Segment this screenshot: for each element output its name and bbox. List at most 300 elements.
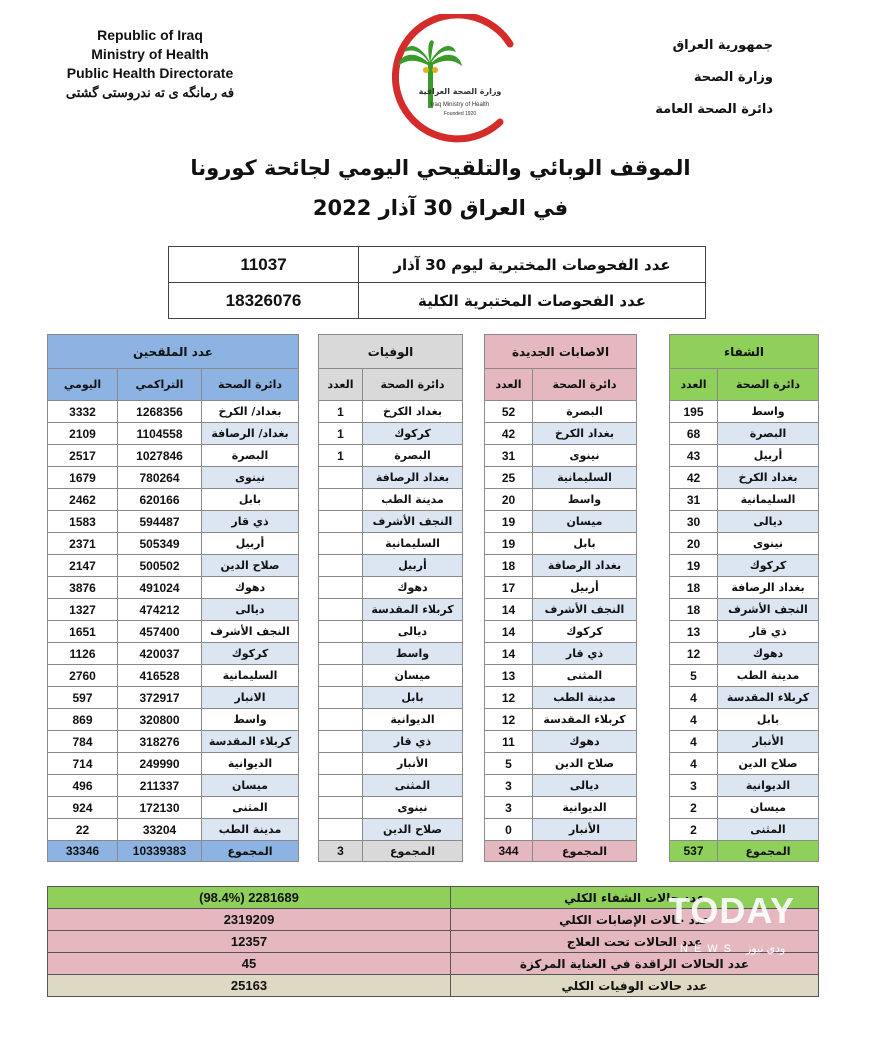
- vaccinated-body: [48, 401, 299, 862]
- dept-cell: النجف الأشرف: [533, 599, 637, 621]
- table-row: [319, 775, 463, 797]
- dept-cell: بغداد/ الرصافة: [202, 423, 299, 445]
- cumulative-cell: 457400: [118, 621, 202, 643]
- count-cell: 43: [670, 445, 718, 467]
- count-cell: 11: [485, 731, 533, 753]
- count-cell: 68: [670, 423, 718, 445]
- dept-cell: أربيل: [718, 445, 819, 467]
- count-cell: 42: [485, 423, 533, 445]
- count-cell: 4: [670, 753, 718, 775]
- dept-cell: كربلاء المقدسة: [533, 709, 637, 731]
- total-cumulative: 10339383: [118, 841, 202, 862]
- dept-cell: واسط: [202, 709, 299, 731]
- lab-tests-table: [168, 246, 706, 319]
- dept-cell: الديوانية: [363, 709, 463, 731]
- table-row: [670, 401, 819, 423]
- daily-cell: 869: [48, 709, 118, 731]
- cumulative-cell: 594487: [118, 511, 202, 533]
- count-cell: 195: [670, 401, 718, 423]
- count-cell: 31: [485, 445, 533, 467]
- table-row: [319, 665, 463, 687]
- daily-cell: 3876: [48, 577, 118, 599]
- dept-cell: بغداد/ الكرخ: [202, 401, 299, 423]
- table-row: [485, 621, 637, 643]
- table-row: [670, 555, 819, 577]
- table-row: [319, 731, 463, 753]
- count-cell: 14: [485, 621, 533, 643]
- table-row: [485, 709, 637, 731]
- cumulative-cell: 500502: [118, 555, 202, 577]
- header-en-line-3: Public Health Directorate: [66, 65, 234, 81]
- dept-cell: المثنى: [202, 797, 299, 819]
- header-en-line-2: Ministry of Health: [91, 46, 209, 62]
- dept-cell: ميسان: [363, 665, 463, 687]
- dept-cell: السليمانية: [363, 533, 463, 555]
- table-row: [48, 445, 299, 467]
- table-row: [48, 753, 299, 775]
- count-cell: 19: [670, 555, 718, 577]
- count-cell: [319, 577, 363, 599]
- dept-cell: كركوك: [363, 423, 463, 445]
- logo-text-en: Iraq Ministry of Health: [430, 102, 490, 108]
- daily-cell: 1651: [48, 621, 118, 643]
- count-cell: 5: [670, 665, 718, 687]
- dept-cell: مدينة الطب: [202, 819, 299, 841]
- dept-cell: أربيل: [363, 555, 463, 577]
- count-cell: 3: [485, 797, 533, 819]
- count-cell: 14: [485, 599, 533, 621]
- new-cases-table: [484, 334, 637, 862]
- count-cell: 0: [485, 819, 533, 841]
- summary-value: 45: [48, 953, 451, 975]
- table-row: [670, 797, 819, 819]
- count-cell: 12: [485, 709, 533, 731]
- table-row: [319, 555, 463, 577]
- table-row: [670, 599, 819, 621]
- count-cell: [319, 731, 363, 753]
- count-cell: 4: [670, 709, 718, 731]
- deaths-col-dept: دائرة الصحة: [363, 369, 463, 401]
- summary-label: عدد حالات الشفاء الكلي: [451, 887, 819, 909]
- dept-cell: بغداد الكرخ: [363, 401, 463, 423]
- logo-text-ar: وزارة الصحة العراقية: [418, 87, 502, 96]
- count-cell: [319, 797, 363, 819]
- cumulative-cell: 1027846: [118, 445, 202, 467]
- total-value: 344: [485, 841, 533, 862]
- dept-cell: البصرة: [363, 445, 463, 467]
- count-cell: [319, 489, 363, 511]
- dept-cell: ذي قار: [718, 621, 819, 643]
- count-cell: 4: [670, 731, 718, 753]
- table-row: [670, 819, 819, 841]
- count-cell: 20: [670, 533, 718, 555]
- total-value: 3: [319, 841, 363, 862]
- dept-cell: واسط: [533, 489, 637, 511]
- dept-cell: المثنى: [718, 819, 819, 841]
- total-label: المجموع: [202, 841, 299, 862]
- dept-cell: مدينة الطب: [533, 687, 637, 709]
- cumulative-cell: 318276: [118, 731, 202, 753]
- table-row: [485, 775, 637, 797]
- header-ar-line-2: وزارة الصحة: [693, 70, 773, 85]
- dept-cell: النجف الأشرف: [363, 511, 463, 533]
- count-cell: 30: [670, 511, 718, 533]
- table-row: [319, 687, 463, 709]
- dept-cell: ذي قار: [533, 643, 637, 665]
- cumulative-cell: 1268356: [118, 401, 202, 423]
- count-cell: [319, 533, 363, 555]
- dept-cell: النجف الأشرف: [718, 599, 819, 621]
- cumulative-cell: 420037: [118, 643, 202, 665]
- table-row: [48, 819, 299, 841]
- dept-cell: كربلاء المقدسة: [202, 731, 299, 753]
- table-row: [485, 643, 637, 665]
- count-cell: 3: [485, 775, 533, 797]
- summary-label: عدد حالات الوفيات الكلي: [451, 975, 819, 997]
- dept-cell: صلاح الدين: [533, 753, 637, 775]
- dept-cell: البصرة: [718, 423, 819, 445]
- count-cell: 1: [319, 401, 363, 423]
- table-row: [48, 687, 299, 709]
- dept-cell: كركوك: [718, 555, 819, 577]
- summary-label: عدد الحالات تحت العلاج: [451, 931, 819, 953]
- table-row: [670, 665, 819, 687]
- table-row: [485, 401, 637, 423]
- table-row: [670, 489, 819, 511]
- cumulative-cell: 780264: [118, 467, 202, 489]
- count-cell: 1: [319, 423, 363, 445]
- table-row: [319, 797, 463, 819]
- vaccinated-col-cum: التراكمي: [118, 369, 202, 401]
- dept-cell: نينوى: [363, 797, 463, 819]
- count-cell: 14: [485, 643, 533, 665]
- daily-cell: 2109: [48, 423, 118, 445]
- daily-cell: 496: [48, 775, 118, 797]
- deaths-table: [318, 334, 463, 862]
- dept-cell: بغداد الرصافة: [533, 555, 637, 577]
- dept-cell: بابل: [202, 489, 299, 511]
- recovered-section: [669, 334, 819, 862]
- count-cell: 2: [670, 797, 718, 819]
- table-row: [670, 445, 819, 467]
- dept-cell: دهوك: [202, 577, 299, 599]
- vaccinated-section: [47, 334, 299, 862]
- count-cell: [319, 709, 363, 731]
- dept-cell: السليمانية: [718, 489, 819, 511]
- total-tests-label: عدد الفحوصات المختبرية الكلية: [359, 283, 706, 319]
- cumulative-cell: 505349: [118, 533, 202, 555]
- palm-tree-icon: [398, 40, 462, 108]
- dept-cell: الديوانية: [533, 797, 637, 819]
- table-row: [485, 665, 637, 687]
- count-cell: 19: [485, 533, 533, 555]
- dept-cell: البصرة: [202, 445, 299, 467]
- daily-tests-row: [169, 247, 706, 283]
- table-row: [485, 731, 637, 753]
- cumulative-cell: 620166: [118, 489, 202, 511]
- daily-cell: 2760: [48, 665, 118, 687]
- table-row: [48, 511, 299, 533]
- cumulative-cell: 474212: [118, 599, 202, 621]
- table-row: [485, 467, 637, 489]
- dept-cell: ديالى: [363, 621, 463, 643]
- vaccinated-col-daily: اليومي: [48, 369, 118, 401]
- table-row: [319, 577, 463, 599]
- count-cell: 13: [485, 665, 533, 687]
- vaccinated-table: [47, 334, 299, 862]
- dept-cell: الديوانية: [718, 775, 819, 797]
- recovered-col-dept: دائرة الصحة: [718, 369, 819, 401]
- vaccinated-title: عدد الملقحين: [48, 335, 299, 369]
- table-row: [48, 665, 299, 687]
- dept-cell: ديالى: [533, 775, 637, 797]
- dept-cell: دهوك: [363, 577, 463, 599]
- cumulative-cell: 320800: [118, 709, 202, 731]
- recovered-table: [669, 334, 819, 862]
- table-row: [319, 533, 463, 555]
- table-row: [485, 511, 637, 533]
- count-cell: [319, 467, 363, 489]
- dept-cell: كركوك: [533, 621, 637, 643]
- dept-cell: الأنبار: [533, 819, 637, 841]
- new-cases-col-count: العدد: [485, 369, 533, 401]
- dept-cell: ديالى: [718, 511, 819, 533]
- cumulative-cell: 1104558: [118, 423, 202, 445]
- total-row: [485, 841, 637, 862]
- total-row: [48, 841, 299, 862]
- table-row: [48, 555, 299, 577]
- table-row: [670, 687, 819, 709]
- dept-cell: أربيل: [202, 533, 299, 555]
- dept-cell: ميسان: [202, 775, 299, 797]
- daily-cell: 2462: [48, 489, 118, 511]
- dept-cell: المثنى: [533, 665, 637, 687]
- table-row: [319, 467, 463, 489]
- summary-label: عدد الحالات الراقدة في العناية المركزة: [451, 953, 819, 975]
- table-row: [319, 753, 463, 775]
- cumulative-cell: 172130: [118, 797, 202, 819]
- watermark-sub: NEWS ودي نيوز: [680, 943, 786, 955]
- new-cases-col-dept: دائرة الصحة: [533, 369, 637, 401]
- total-value: 537: [670, 841, 718, 862]
- total-row: [670, 841, 819, 862]
- dept-cell: السليمانية: [202, 665, 299, 687]
- header-english: [50, 26, 250, 102]
- dept-cell: كربلاء المقدسة: [718, 687, 819, 709]
- table-row: [670, 753, 819, 775]
- cumulative-cell: 491024: [118, 577, 202, 599]
- new-cases-body: [485, 401, 637, 862]
- dept-cell: نينوى: [533, 445, 637, 467]
- dept-cell: نينوى: [718, 533, 819, 555]
- daily-cell: 924: [48, 797, 118, 819]
- daily-cell: 1679: [48, 467, 118, 489]
- count-cell: 42: [670, 467, 718, 489]
- table-row: [48, 489, 299, 511]
- count-cell: 12: [485, 687, 533, 709]
- count-cell: 31: [670, 489, 718, 511]
- table-row: [485, 445, 637, 467]
- summary-value: 2319209: [48, 909, 451, 931]
- header-arabic: [613, 30, 773, 126]
- count-cell: [319, 643, 363, 665]
- table-row: [670, 511, 819, 533]
- dept-cell: بغداد الكرخ: [718, 467, 819, 489]
- table-row: [485, 797, 637, 819]
- count-cell: 18: [670, 599, 718, 621]
- dept-cell: الديوانية: [202, 753, 299, 775]
- deaths-title: الوفيات: [319, 335, 463, 369]
- daily-cell: 597: [48, 687, 118, 709]
- daily-cell: 1327: [48, 599, 118, 621]
- table-row: [670, 621, 819, 643]
- dept-cell: نينوى: [202, 467, 299, 489]
- count-cell: [319, 621, 363, 643]
- today-news-watermark: [660, 890, 830, 960]
- table-row: [48, 401, 299, 423]
- count-cell: 4: [670, 687, 718, 709]
- dept-cell: دهوك: [533, 731, 637, 753]
- table-row: [319, 709, 463, 731]
- dept-cell: مدينة الطب: [718, 665, 819, 687]
- table-row: [485, 555, 637, 577]
- table-row: [319, 819, 463, 841]
- table-row: [48, 599, 299, 621]
- total-label: المجموع: [718, 841, 819, 862]
- table-row: [319, 445, 463, 467]
- table-row: [485, 819, 637, 841]
- count-cell: 52: [485, 401, 533, 423]
- count-cell: 18: [485, 555, 533, 577]
- dept-cell: ميسان: [718, 797, 819, 819]
- table-row: [319, 621, 463, 643]
- cumulative-cell: 211337: [118, 775, 202, 797]
- deaths-col-count: العدد: [319, 369, 363, 401]
- logo-founded: Founded 1920: [443, 111, 477, 117]
- total-tests-row: [169, 283, 706, 319]
- dept-cell: صلاح الدين: [718, 753, 819, 775]
- dept-cell: مدينة الطب: [363, 489, 463, 511]
- summary-value: 25163: [48, 975, 451, 997]
- dept-cell: بغداد الرصافة: [718, 577, 819, 599]
- new-cases-title: الاصابات الجديدة: [485, 335, 637, 369]
- daily-cell: 3332: [48, 401, 118, 423]
- count-cell: [319, 555, 363, 577]
- cumulative-cell: 249990: [118, 753, 202, 775]
- table-row: [48, 797, 299, 819]
- table-row: [670, 423, 819, 445]
- dept-cell: بابل: [533, 533, 637, 555]
- count-cell: [319, 819, 363, 841]
- count-cell: [319, 599, 363, 621]
- cumulative-cell: 416528: [118, 665, 202, 687]
- total-tests-value: 18326076: [169, 283, 359, 319]
- deaths-body: [319, 401, 463, 862]
- table-row: [670, 643, 819, 665]
- count-cell: [319, 775, 363, 797]
- table-row: [485, 533, 637, 555]
- dept-cell: دهوك: [718, 643, 819, 665]
- count-cell: 25: [485, 467, 533, 489]
- header-en-line-1: Republic of Iraq: [97, 27, 203, 43]
- count-cell: 3: [670, 775, 718, 797]
- daily-cell: 1583: [48, 511, 118, 533]
- dept-cell: صلاح الدين: [202, 555, 299, 577]
- table-row: [319, 599, 463, 621]
- dept-cell: الأنبار: [363, 753, 463, 775]
- dept-cell: الانبار: [202, 687, 299, 709]
- table-row: [48, 621, 299, 643]
- recovered-body: [670, 401, 819, 862]
- report-title: الموقف الوبائي والتلقيحي اليومي لجائحة كورونا: [190, 156, 691, 180]
- summary-value: 2281689 (98.4%): [48, 887, 451, 909]
- daily-cell: 2517: [48, 445, 118, 467]
- recovered-col-count: العدد: [670, 369, 718, 401]
- dept-cell: بغداد الكرخ: [533, 423, 637, 445]
- dept-cell: كربلاء المقدسة: [363, 599, 463, 621]
- table-row: [48, 775, 299, 797]
- table-row: [670, 467, 819, 489]
- table-row: [670, 577, 819, 599]
- table-row: [319, 401, 463, 423]
- daily-cell: 2147: [48, 555, 118, 577]
- table-row: [48, 709, 299, 731]
- header-kurdish-line: فه رمانگه ى ته ندروستى گشتى: [65, 85, 235, 100]
- dept-cell: النجف الأشرف: [202, 621, 299, 643]
- vaccinated-col-dept: دائرة الصحة: [202, 369, 299, 401]
- daily-cell: 714: [48, 753, 118, 775]
- dept-cell: السليمانية: [533, 467, 637, 489]
- table-row: [670, 775, 819, 797]
- table-row: [485, 599, 637, 621]
- count-cell: 17: [485, 577, 533, 599]
- table-row: [485, 687, 637, 709]
- table-row: [319, 511, 463, 533]
- count-cell: [319, 665, 363, 687]
- dept-cell: المثنى: [363, 775, 463, 797]
- table-row: [485, 753, 637, 775]
- dept-cell: الأنبار: [718, 731, 819, 753]
- table-row: [670, 533, 819, 555]
- report-date-title: في العراق 30 آذار 2022: [312, 196, 569, 220]
- cumulative-cell: 33204: [118, 819, 202, 841]
- dept-cell: كركوك: [202, 643, 299, 665]
- table-row: [319, 643, 463, 665]
- count-cell: [319, 687, 363, 709]
- watermark-brand: TODAY: [668, 890, 796, 931]
- table-row: [48, 423, 299, 445]
- dept-cell: واسط: [718, 401, 819, 423]
- table-row: [48, 533, 299, 555]
- total-label: المجموع: [363, 841, 463, 862]
- table-row: [48, 643, 299, 665]
- table-row: [319, 489, 463, 511]
- count-cell: 19: [485, 511, 533, 533]
- table-row: [48, 731, 299, 753]
- daily-cell: 22: [48, 819, 118, 841]
- recovered-title: الشفاء: [670, 335, 819, 369]
- table-row: [319, 423, 463, 445]
- daily-cell: 784: [48, 731, 118, 753]
- count-cell: 12: [670, 643, 718, 665]
- dept-cell: ميسان: [533, 511, 637, 533]
- dept-cell: البصرة: [533, 401, 637, 423]
- dept-cell: ديالى: [202, 599, 299, 621]
- count-cell: [319, 511, 363, 533]
- count-cell: 20: [485, 489, 533, 511]
- dept-cell: بابل: [718, 709, 819, 731]
- header-ar-line-1: جمهورية العراق: [672, 38, 773, 53]
